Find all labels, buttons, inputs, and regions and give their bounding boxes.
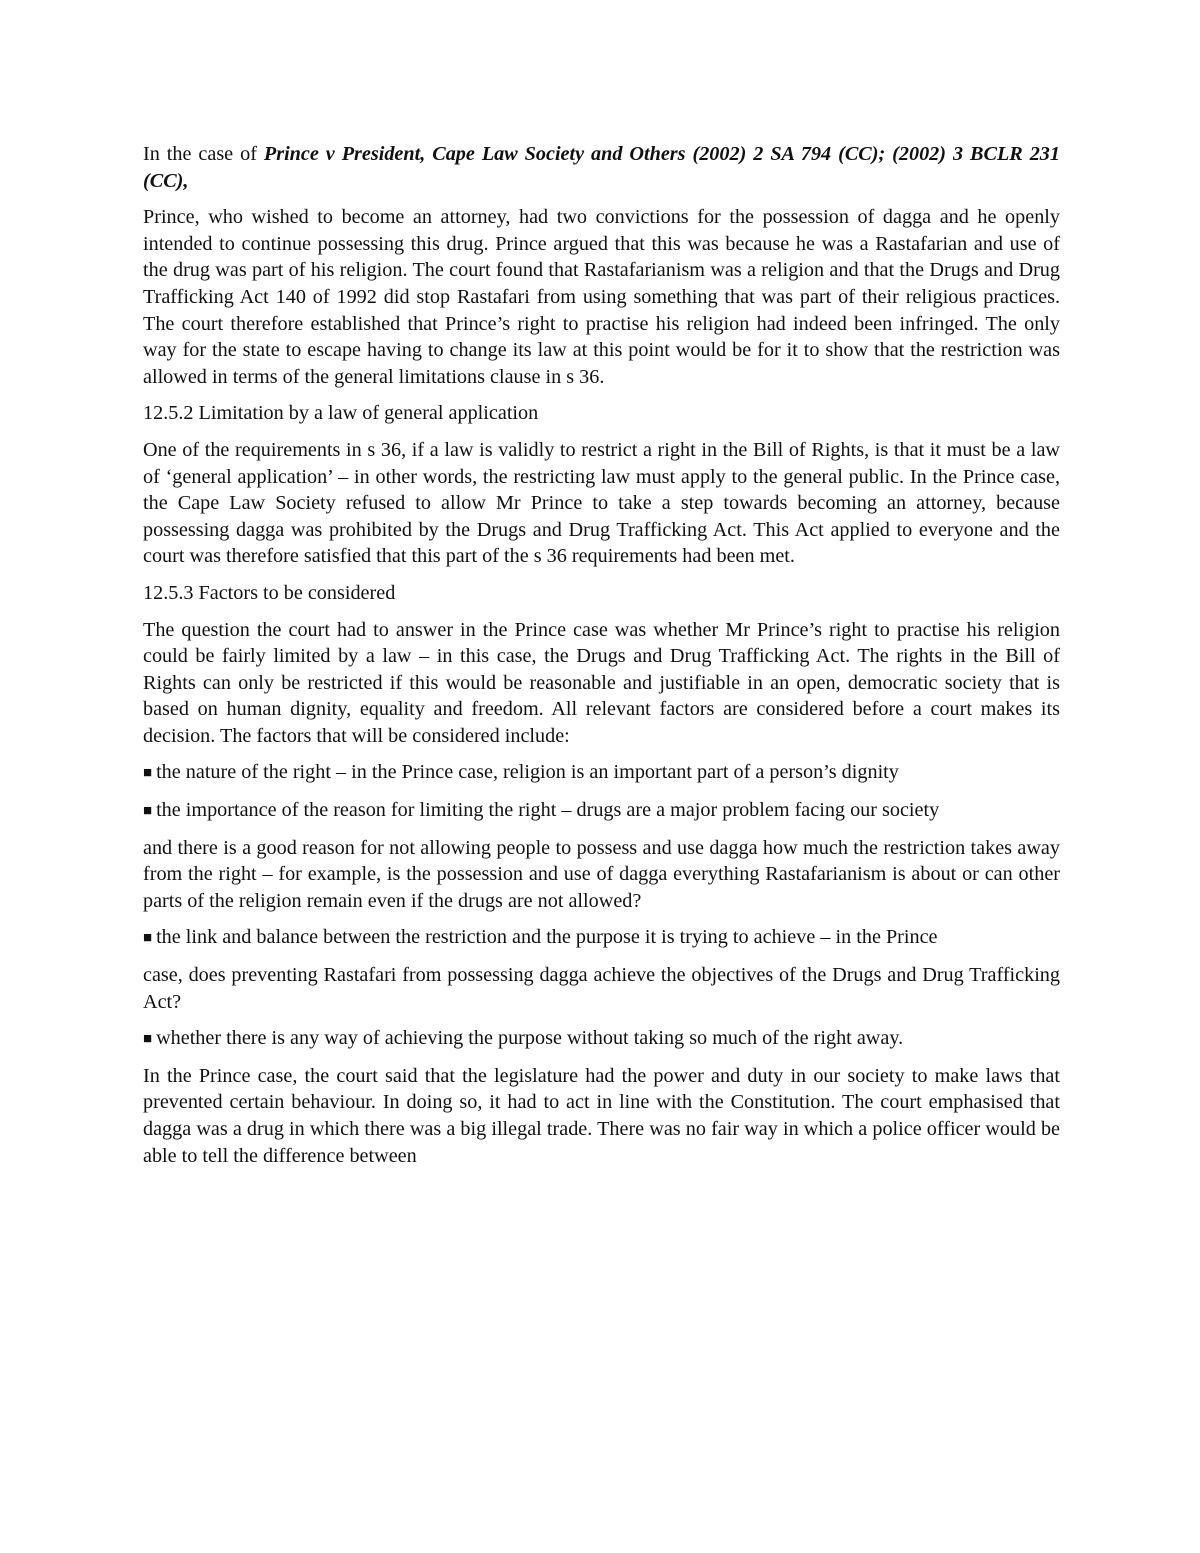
conclusion-paragraph: In the Prince case, the court said that the legislature had the power and duty in our society to make laws that prevented certain behaviour. In doing so, it had to act in line with the Constitution. The court emphasised that dagga was a drug in which there was a big illegal trade. There was no fair way in which a police officer would be able to tell the difference between xyxy=(143,1064,1060,1167)
bullet-text-nature: the nature of the right – in the Prince case, religion is an important part of a person’s dignity xyxy=(156,761,899,784)
bullet-item-importance xyxy=(143,797,1060,825)
bullet-text-less-restrictive: whether there is any way of achieving the purpose without taking so much of the right away. xyxy=(156,1027,904,1050)
link-continuation-paragraph: case, does preventing Rastafari from possessing dagga achieve the objectives of the Drugs and Drug Trafficking Act? xyxy=(143,964,1060,1013)
bullet-square-icon: ■ xyxy=(143,930,153,947)
bullet-text-link: the link and balance between the restriction and the purpose it is trying to achieve – in the Prince xyxy=(156,926,938,949)
bullet-item-link xyxy=(143,924,1060,952)
factors-paragraph: The question the court had to answer in the Prince case was whether Mr Prince’s right to practise his religion could be fairly limited by a law – in this case, the Drugs and Drug Trafficking Act. The rights in the Bill of Rights can only be restricted if this would be reasonable and justifiable in an open, democratic society that is based on human dignity, equality and freedom. All relevant factors are considered before a court makes its decision. The factors that will be considered include: xyxy=(143,618,1060,747)
section-heading-factors: 12.5.3 Factors to be considered xyxy=(143,581,396,604)
intro-lead-text: In the case of xyxy=(143,143,264,165)
bullet-square-icon: ■ xyxy=(143,803,153,820)
bullet-square-icon: ■ xyxy=(143,1031,153,1048)
bullet-square-icon: ■ xyxy=(143,765,153,782)
section-heading-general-application: 12.5.2 Limitation by a law of general application xyxy=(143,402,539,425)
general-application-paragraph: One of the requirements in s 36, if a law is validly to restrict a right in the Bill of Rights, is that it must be a law of ‘general application’ – in other words, the restricting law must apply to the general public. In the Prince case, the Cape Law Society refused to allow Mr Prince to take a step towards becoming an attorney, because possessing dagga was prohibited by the Drugs and Drug Trafficking Act. This Act applied to everyone and the court was therefore satisfied that this part of the s 36 requirements had been met. xyxy=(143,438,1060,568)
bullet-item-nature xyxy=(143,759,1060,787)
case-citation: Prince v President, Cape Law Society and Others (2002) 2 SA 794 (CC); (2002) 3 BCLR 231 (CC), xyxy=(143,143,1060,192)
bullet-text-importance: the importance of the reason for limiting the right – drugs are a major problem facing our society xyxy=(156,799,940,822)
case-citation-paragraph xyxy=(143,141,1060,194)
extent-paragraph: and there is a good reason for not allowing people to possess and use dagga how much the restriction takes away from the right – for example, is the possession and use of dagga everything Rastafarianism is about or can other parts of the religion remain even if the drugs are not allowed? xyxy=(143,836,1060,912)
facts-paragraph: Prince, who wished to become an attorney, had two convictions for the possession of dagga and he openly intended to continue possessing this drug. Prince argued that this was because he was a Rastafarian and use of the drug was part of his religion. The court found that Rastafarianism was a religion and that the Drugs and Drug Trafficking Act 140 of 1992 did stop Rastafari from using something that was part of their religious practices. The court therefore established that Prince’s right to practise his religion had indeed been infringed. The only way for the state to escape having to change its law at this point would be for it to show that the restriction was allowed in terms of the general limitations clause in s 36. xyxy=(143,206,1060,388)
bullet-item-less-restrictive xyxy=(143,1025,1060,1053)
